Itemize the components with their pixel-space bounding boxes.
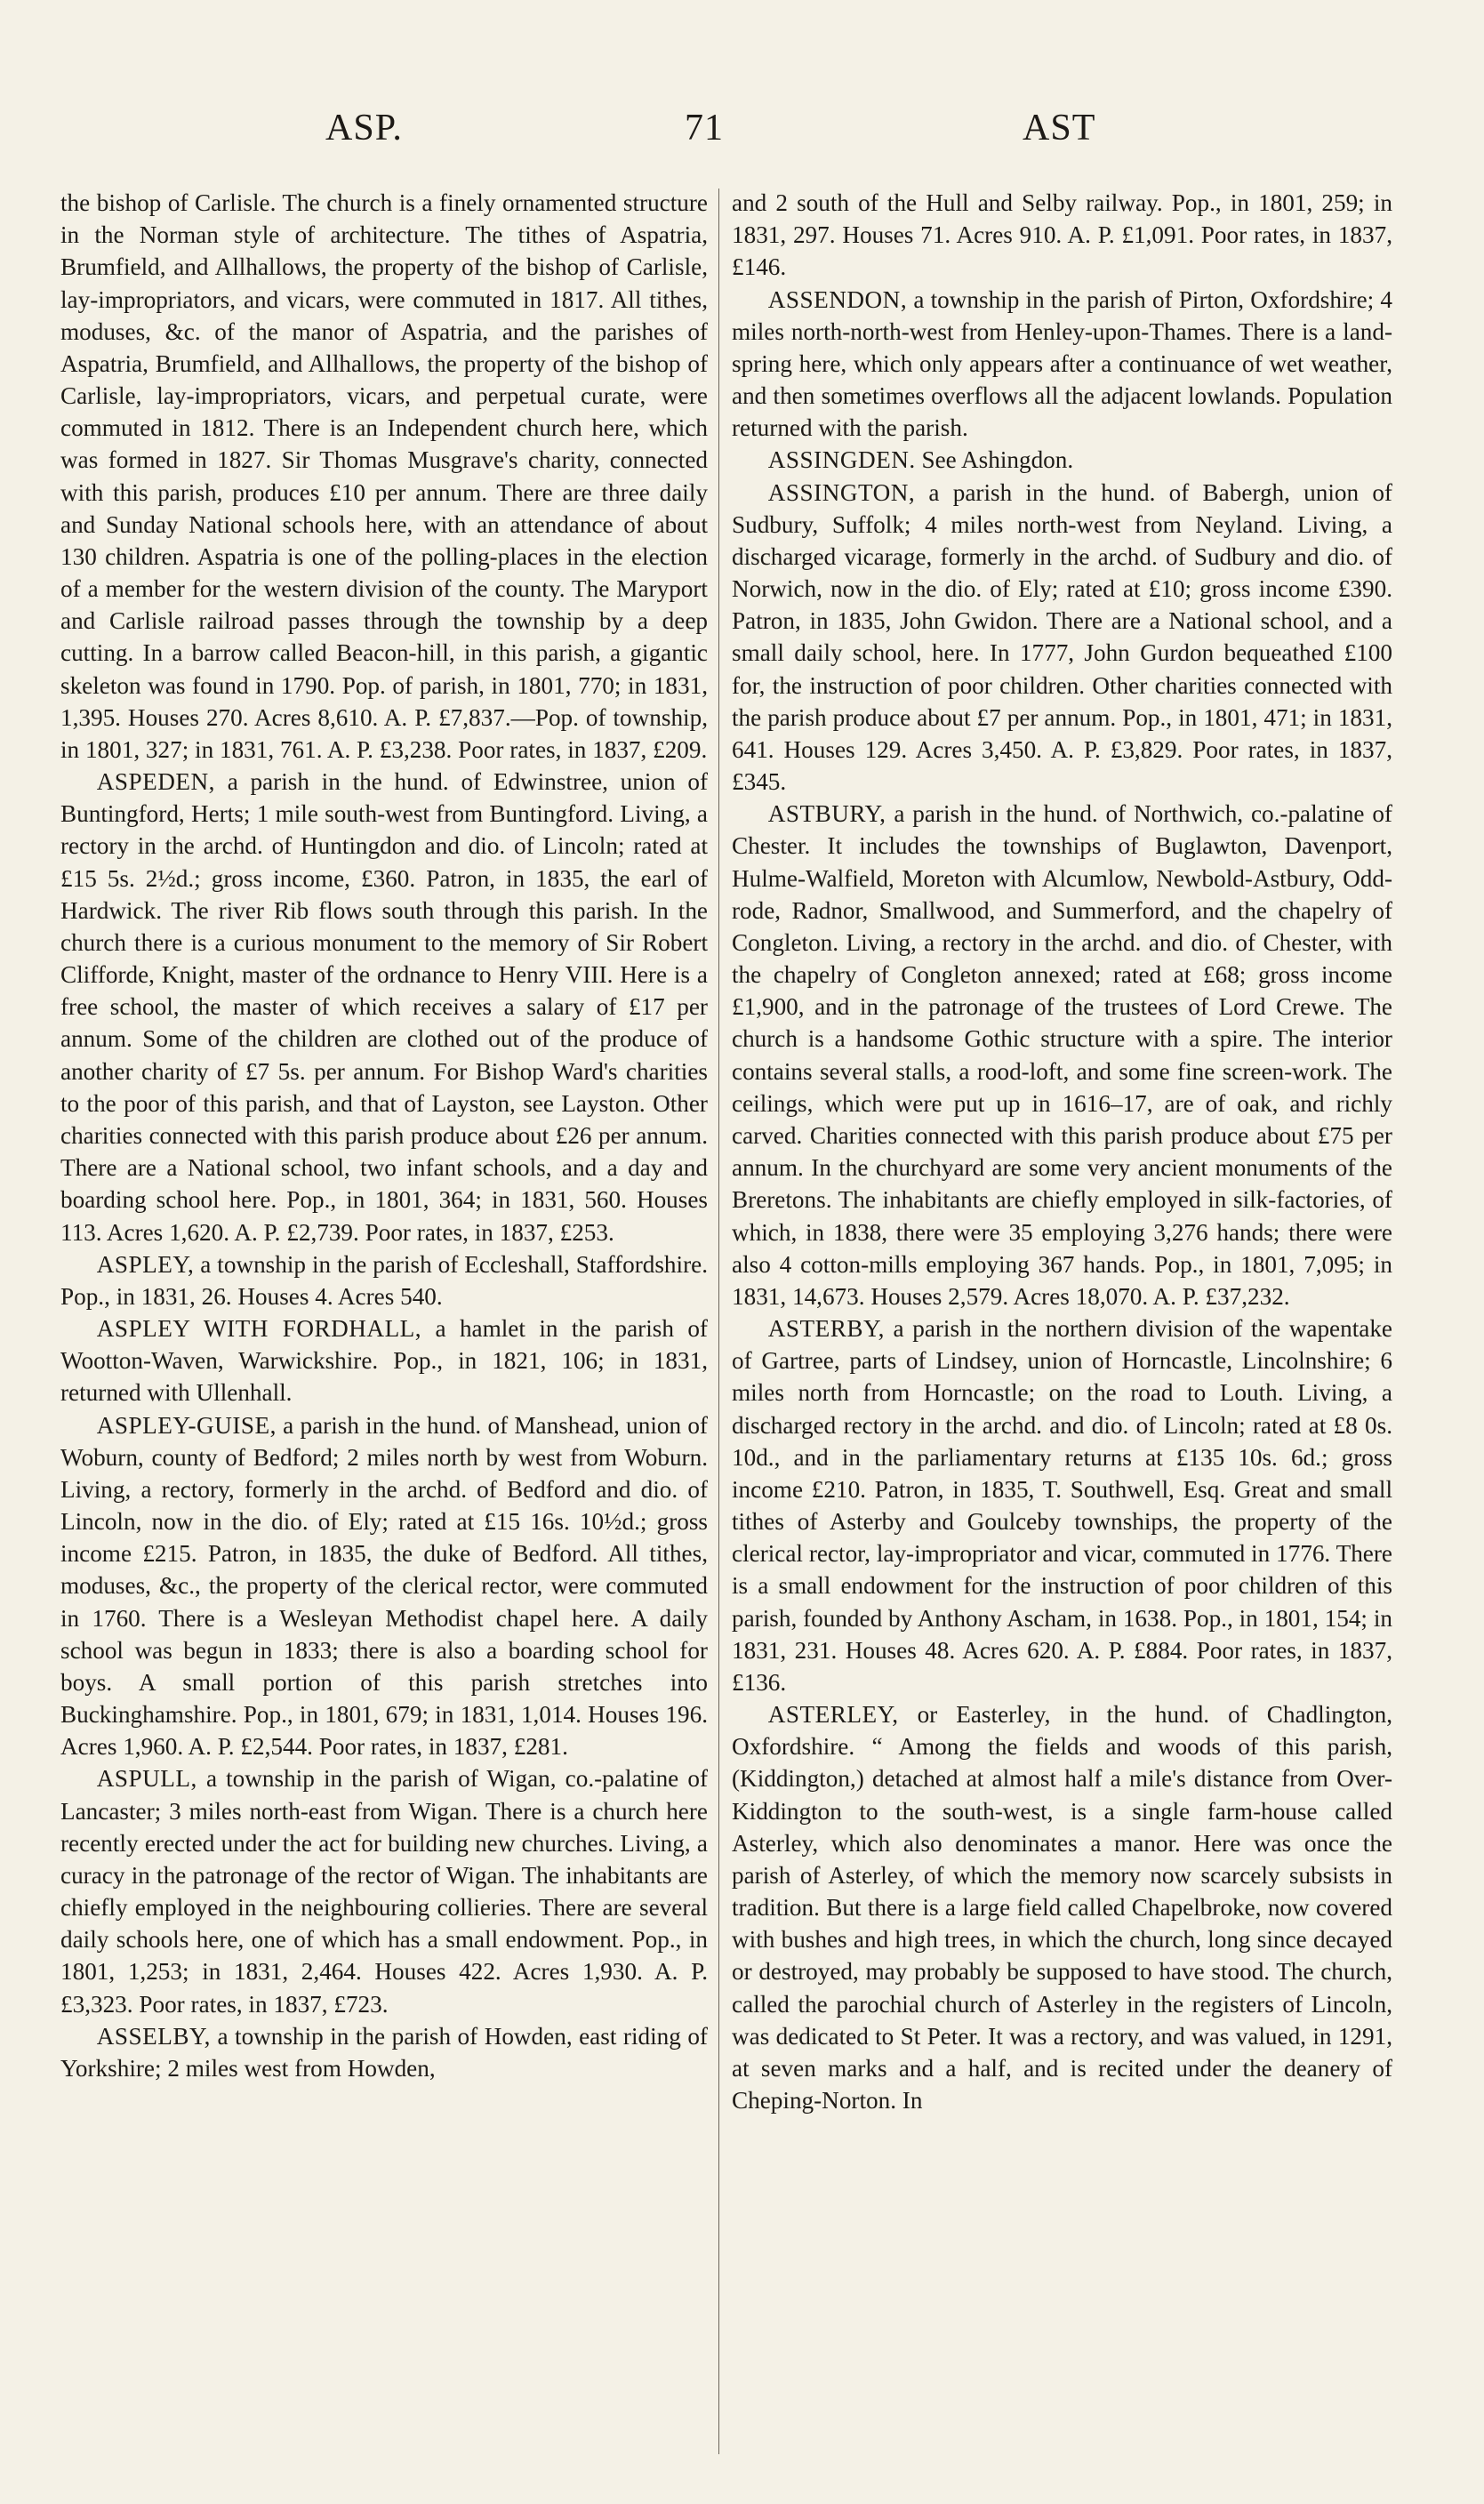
entry-text: a township in the parish of Wigan, co.-palatine of Lancaster; 3 miles north-east from Wigan. There is a church here recently erected under the act for building new churches. Living, a curacy in the patronage of the rector of Wigan. The inhabitants are chiefly employed in the neighbouring collieries. There are several daily schools here, one of which has a small endowment. Pop., in 1801, 1,253; in 1831, 2,464. Houses 422. Acres 1,930. A. P. £3,323. Poor rates, in 1837, £723. xyxy=(60,1765,708,2018)
header-right-guideword: AST xyxy=(1023,108,1096,148)
entry-text: a parish in the hund. of Edwinstree, union of Buntingford, Herts; 1 mile south-west from Buntingford. Living, a rectory in the archd. of Huntingdon and dio. of Lincoln; rated at £15 5s. 2½d.; gross income, £360. Patron, in 1835, the earl of Hardwick. The river Rib flows south through this parish. In the church there is a curious monument to the memory of Sir Robert Clifforde, Knight, master of the ordnance to Henry VIII. Here is a free school, the master of which receives a salary of £17 per annum. Some of the children are clothed out of the produce of another charity of £7 5s. per annum. For Bishop Ward's charities to the poor of this parish, and that of Layston, see Layston. Other charities connected with this parish produce about £26 per annum. There are a National school, two infant schools, and a day and boarding school here. Pop., in 1801, 364; in 1831, 560. Houses 113. Acres 1,620. A. P. £2,739. Poor rates, in 1837, £253. xyxy=(60,768,708,1246)
left-column xyxy=(60,187,708,2463)
entry-headword: ASTERLEY, xyxy=(767,1701,899,1729)
entry-text: See Ashingdon. xyxy=(915,446,1074,474)
entry-paragraph xyxy=(60,766,708,1248)
entry-text: a parish in the hund. of Manshead, union of Woburn, county of Bedford; 2 miles north by west from Woburn. Living, a rectory, formerly in the archd. of Bedford and dio. of Lincoln, now in the dio. of Ely; rated at £15 16s. 10½d.; gross income £215. Patron, in 1835, the duke of Bedford. All tithes, moduses, &c., the property of the clerical rector, were commuted in 1760. There is a Wesleyan Methodist chapel here. A daily school was begun in 1833; there is also a boarding school for boys. A small portion of this parish stretches into Buckinghamshire. Pop., in 1801, 679; in 1831, 1,014. Houses 196. Acres 1,960. A. P. £2,544. Poor rates, in 1837, £281. xyxy=(60,1411,708,1761)
entry-paragraph xyxy=(60,187,708,766)
entry-headword: ASSINGTON, xyxy=(767,478,916,506)
page-number: 71 xyxy=(685,108,724,148)
column-divider xyxy=(718,189,719,2454)
entry-paragraph xyxy=(60,1312,708,1409)
entry-headword: ASPLEY-GUISE, xyxy=(96,1411,277,1439)
entry-text: a parish in the hund. of Northwich, co.-palatine of Chester. It includes the townships of Buglawton, Davenport, Hulme-Walfield, Moreton with Alcumlow, Newbold-Astbury, Odd-rode, Radnor, Smallwood, and Summerford, and the chapelry of Congleton. Living, a rectory in the archd. and dio. of Chester, with the chapelry of Congleton annexed; rated at £68; gross income £1,900, and in the patronage of the trustees of Lord Crewe. The church is a handsome Gothic structure with a spire. The interior contains several stalls, a rood-loft, and some fine screen-work. The ceilings, which were put up in 1616–17, are of oak, and richly carved. Charities connected with this parish produce about £75 per annum. In the churchyard are some very ancient monuments of the Breretons. The inhabitants are chiefly employed in silk-factories, of which, in 1838, there were 35 employing 3,276 hands; there were also 4 cotton-mills employing 367 hands. Pop., in 1801, 7,095; in 1831, 14,673. Houses 2,579. Acres 18,070. A. P. £37,232. xyxy=(732,800,1392,1310)
entry-text: a township in the parish of Pirton, Oxfordshire; 4 miles north-north-west from Henley-upon-Thames. There is a land-spring here, which only appears after a continuance of wet weather, and then sometimes overflows all the adjacent lowlands. Population returned with the parish. xyxy=(732,285,1392,442)
entry-text: the bishop of Carlisle. The church is a finely ornamented structure in the Norman style of architecture. The tithes of Aspatria, Brumfield, and Allhallows, the property of the bishop of Carlisle, lay-impropriators, and vicars, were commuted in 1817. All tithes, moduses, &c. of the manor of Aspatria, and the parishes of Aspatria, Brumfield, and Allhallows, the property of the bishop of Carlisle, lay-impropriators, vicars, and perpetual curate, were commuted in 1812. There is an Independent church here, which was formed in 1827. Sir Thomas Musgrave's charity, connected with this parish, produces £10 per annum. There are three daily and Sunday National schools here, with an attendance of about 130 children. Aspatria is one of the polling-places in the election of a member for the western division of the county. The Maryport and Carlisle railroad passes through the township by a deep cutting. In a barrow called Beacon-hill, in this parish, a gigantic skeleton was found in 1790. Pop. of parish, in 1801, 770; in 1831, 1,395. Houses 270. Acres 8,610. A. P. £7,837.—Pop. of township, in 1801, 327; in 1831, 761. A. P. £3,238. Poor rates, in 1837, £209. xyxy=(60,189,708,763)
entry-headword: ASPLEY, xyxy=(96,1250,195,1278)
entry-paragraph xyxy=(732,284,1392,445)
entry-text: and 2 south of the Hull and Selby railway. Pop., in 1801, 259; in 1831, 297. Houses 71. Acres 910. A. P. £1,091. Poor rates, in 1837, £146. xyxy=(732,189,1392,281)
entry-headword: ASPLEY WITH FORDHALL, xyxy=(96,1315,422,1343)
entry-text: a parish in the hund. of Babergh, union of Sudbury, Suffolk; 4 miles north-west from Neyland. Living, a discharged vicarage, formerly in the archd. of Sudbury and dio. of Norwich, now in the dio. of Ely; rated at £10; gross income £390. Patron, in 1835, John Gwidon. There are a National school, and a small daily school, here. In 1777, John Gurdon bequeathed £100 for, the instruction of poor children. Other charities connected with the parish produce about £7 per annum. Pop., in 1801, 471; in 1831, 641. Houses 129. Acres 3,450. A. P. £3,829. Poor rates, in 1837, £345. xyxy=(732,478,1392,796)
entry-text: a parish in the northern division of the wapentake of Gartree, parts of Lindsey, union of Horncastle, Lincolnshire; 6 miles north from Horncastle; on the road to Louth. Living, a discharged rectory in the archd. and dio. of Lincoln; rated at £8 0s. 10d., and in the parliamentary returns at £135 10s. 6d.; gross income £210. Patron, in 1835, T. Southwell, Esq. Great and small tithes of Asterby and Goulceby townships, the property of the clerical rector, lay-impropriator and vicar, commuted in 1776. There is a small endowment for the instruction of poor children of this parish, founded by Anthony Ascham, in 1638. Pop., in 1801, 154; in 1831, 231. Houses 48. Acres 620. A. P. £884. Poor rates, in 1837, £136. xyxy=(732,1315,1392,1696)
entry-headword: ASTERBY, xyxy=(767,1315,885,1343)
entry-text: or Easterley, in the hund. of Chadlington, Oxfordshire. “ Among the fields and woods of this parish, (Kiddington,) detached at almost half a mile's distance from Over-Kiddington to the south-west, is a single farm-house called Asterley, which also denominates a manor. Here was once the parish of Asterley, of which the memory now scarcely subsists in tradition. But there is a large field called Chapelbroke, now covered with bushes and high trees, in which the church, long since decayed or destroyed, may probably be supposed to have stood. The church, called the parochial church of Asterley in the registers of Lincoln, was dedicated to St Peter. It was a rectory, and was valued, in 1291, at seven marks and a half, and is recited under the deanery of Cheping-Norton. In xyxy=(732,1701,1392,2115)
page-header xyxy=(0,107,1484,160)
header-left-guideword: ASP. xyxy=(325,108,403,148)
entry-paragraph xyxy=(732,477,1392,799)
entry-headword: ASSINGDEN. xyxy=(767,446,916,474)
right-column xyxy=(732,187,1392,2463)
entry-headword: ASPULL, xyxy=(96,1765,197,1793)
entry-text: a hamlet in the parish of Wootton-Waven, Warwickshire. Pop., in 1821, 106; in 1831, returned with Ullenhall. xyxy=(60,1315,708,1407)
entry-paragraph xyxy=(732,798,1392,1312)
entry-paragraph xyxy=(60,1409,708,1763)
entry-paragraph xyxy=(732,1312,1392,1698)
entry-text: a township in the parish of Howden, east riding of Yorkshire; 2 miles west from Howden, xyxy=(60,2022,708,2082)
entry-headword: ASTBURY, xyxy=(767,800,886,828)
entry-paragraph xyxy=(60,1248,708,1312)
entry-paragraph xyxy=(732,444,1392,476)
entry-paragraph xyxy=(60,2020,708,2084)
entry-headword: ASSENDON, xyxy=(767,285,908,313)
entry-text: a township in the parish of Eccleshall, Staffordshire. Pop., in 1831, 26. Houses 4. Acres 540. xyxy=(60,1250,708,1310)
entry-paragraph xyxy=(732,1698,1392,2116)
entry-paragraph xyxy=(732,187,1392,284)
entry-headword: ASPEDEN, xyxy=(96,768,215,796)
entry-headword: ASSELBY, xyxy=(96,2022,211,2050)
entry-paragraph xyxy=(60,1762,708,2019)
